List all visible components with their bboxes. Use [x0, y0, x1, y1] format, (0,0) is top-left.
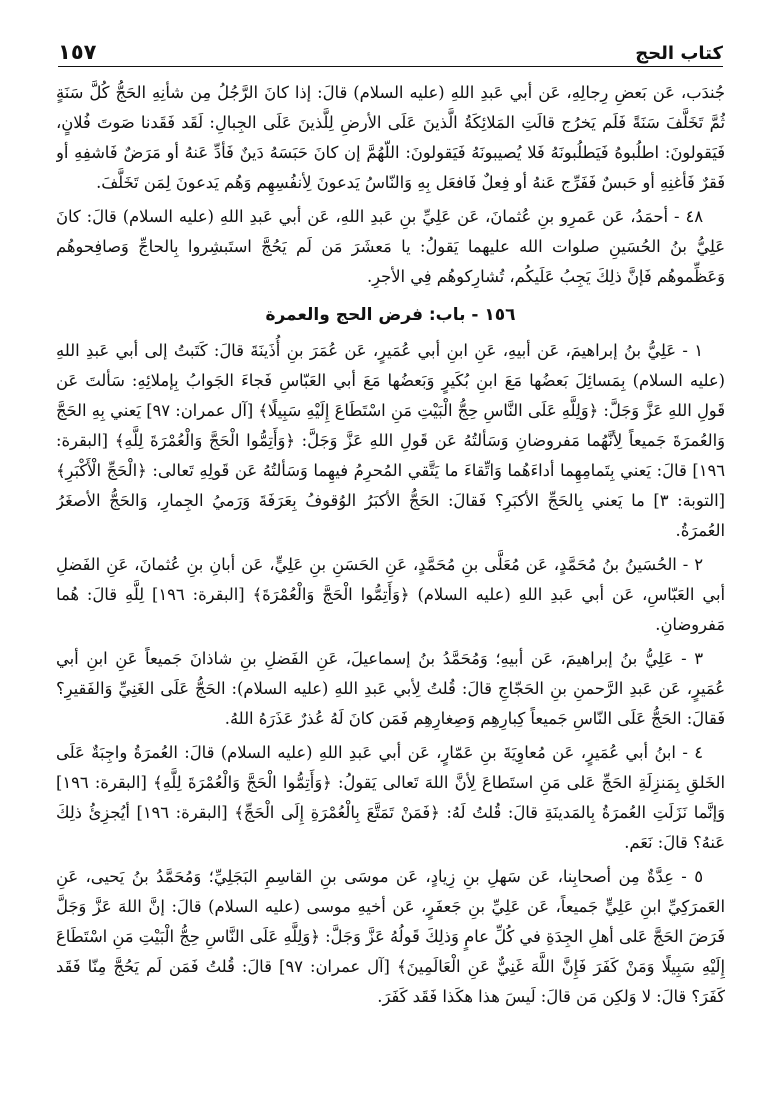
- hadith-4: ٤ - ابنُ أبي عُمَيرٍ، عَن مُعاوِيَةَ بنِ عَمّارٍ، عَن أبي عَبدِ اللهِ (عليه السلام) قالَ: العُمرَةُ واجِبَةٌ عَلَى الخَلقِ بِمَنزِلَةِ الحَجِّ عَلى مَنِ استَطاعَ لِأنَّ اللهَ تَعالى يَقولُ: ﴿وَأَتِمُّوا الْحَجَّ وَالْعُمْرَةَ لِلَّهِ﴾ [البقرة: ١٩٦] وَإنَّما نَزَلَتِ العُمرَةُ بِالمَدينَةِ قالَ: قُلتُ لَهُ: ﴿فَمَنْ تَمَتَّعَ بِالْعُمْرَةِ إِلَى الْحَجِّ﴾ [البقرة: ١٩٦] أيُجزِئُ ذلِكَ عَنهُ؟ قالَ: نَعَم.: [56, 743, 725, 852]
- paragraph-continuation: جُندَب، عَن بَعضِ رِجالِهِ، عَن أبي عَبدِ اللهِ (عليه السلام) قالَ: إذا كانَ الرَّجُلُ مِن شأنِهِ الحَجُّ كُلَّ سَنَةٍ ثُمَّ تَخَلَّفَ سَنَةً فَلَم يَخرُج قالَتِ المَلائِكَةُ الَّذينَ عَلَى الأرضِ لِلَّذينَ عَلَى الجِبالِ: لَقَد فَقَدنا صَوتَ فُلانٍ، فَيَقولونَ: اطلُبوهُ فَيَطلُبونَهُ فَلا يُصيبونَهُ فَيَقولونَ: اللّهُمَّ إن كانَ حَبَسَهُ دَينٌ فَأدِّ عَنهُ أو مَرَضٌ فَاشفِهِ أو فَقرٌ فَأغنِهِ أو حَبسٌ فَفَرِّج عَنهُ أو فِعلٌ فَافعَل بِهِ وَالنّاسُ يَدعونَ لِأنفُسِهِم وَهُم يَدعونَ لِمَن تَخَلَّفَ.: [56, 83, 725, 192]
- hadith-1: ١ - عَلِيُّ بنُ إبراهيمَ، عَن أبيهِ، عَنِ ابنِ أبي عُمَيرٍ، عَن عُمَرَ بنِ أُذَينَةَ قالَ: كَتَبتُ إلى أبي عَبدِ اللهِ (عليه السلام) بِمَسائِلَ بَعضُها مَعَ ابنِ بُكَيرٍ وَبَعضُها مَعَ أبي العَبّاسِ فَجاءَ الجَوابُ بِإملائِهِ: سَألتَ عَن قَولِ اللهِ عَزَّ وَجَلَّ: ﴿وَلِلَّهِ عَلَى النَّاسِ حِجُّ الْبَيْتِ مَنِ اسْتَطَاعَ إِلَيْهِ سَبِيلًا﴾ [آل عمران: ٩٧] يَعني بِهِ الحَجَّ وَالعُمرَةَ جَميعاً لِأنَّهُما مَفروضانِ وَسَألتُهُ عَن قَولِ اللهِ عَزَّ وَجَلَّ: ﴿وَأَتِمُّوا الْحَجَّ وَالْعُمْرَةَ لِلَّهِ﴾ [البقرة: ١٩٦] قالَ: يَعني بِتَمامِهِما أداءَهُما وَاتِّقاءَ ما يَتَّقي المُحرِمُ فيهِما وَسَألتُهُ عَن قَولِهِ تَعالى: ﴿الْحَجِّ الْأَكْبَرِ﴾ [التوبة: ٣] ما يَعني بِالحَجِّ الأكبَرِ؟ فَقالَ: الحَجُّ الأكبَرُ الوُقوفُ بِعَرَفَةَ وَرَميُ الجِمارِ، وَالحَجُّ الأصغَرُ العُمرَةُ.: [56, 341, 725, 540]
- hadith-5: ٥ - عِدَّةٌ مِن أصحابِنا، عَن سَهلِ بنِ زِيادٍ، عَن موسَى بنِ القاسِمِ البَجَلِيِّ؛ وَمُحَمَّدُ بنُ يَحيى، عَنِ العَمرَكِيِّ ابنِ عَلِيٍّ جَميعاً، عَن عَلِيِّ بنِ جَعفَرٍ، عَن أخيهِ موسى (عليه السلام) قالَ: إنَّ اللهَ عَزَّ وَجَلَّ فَرَضَ الحَجَّ عَلى أهلِ الجِدَةِ في كُلِّ عامٍ وَذلِكَ قَولُهُ عَزَّ وَجَلَّ: ﴿وَلِلَّهِ عَلَى النَّاسِ حِجُّ الْبَيْتِ مَنِ اسْتَطَاعَ إِلَيْهِ سَبِيلًا وَمَنْ كَفَرَ فَإِنَّ اللَّهَ غَنِيٌّ عَنِ الْعَالَمِينَ﴾ [آل عمران: ٩٧] قالَ: قُلتُ فَمَن لَم يَحُجَّ مِنّا فَقَد كَفَرَ؟ قالَ: لا وَلكِن مَن قالَ: لَيسَ هذا هكَذا فَقَد كَفَرَ.: [56, 867, 725, 1006]
- hadith-48: ٤٨ - أحمَدُ، عَن عَمرِو بنِ عُثمانَ، عَن عَلِيِّ بنِ عَبدِ اللهِ، عَن أبي عَبدِ اللهِ (عليه السلام) قالَ: كانَ عَلِيُّ بنُ الحُسَينِ صلوات الله عليهما يَقولُ: يا مَعشَرَ مَن لَم يَحُجَّ استَبشِروا بِالحاجِّ وَصافِحوهُم وَعَظِّموهُم فَإنَّ ذلِكَ يَجِبُ عَلَيكُم، تُشارِكوهُم فِي الأجرِ.: [56, 207, 725, 286]
- running-title: كتاب الحج: [635, 43, 723, 64]
- page-body: [56, 78, 725, 1095]
- page-number: ١٥٧: [58, 40, 97, 64]
- hadith-2: ٢ - الحُسَينُ بنُ مُحَمَّدٍ، عَن مُعَلَّى بنِ مُحَمَّدٍ، عَنِ الحَسَنِ بنِ عَلِيٍّ، عَن أبانِ بنِ عُثمانَ، عَنِ الفَضلِ أبي العَبّاسِ، عَن أبي عَبدِ اللهِ (عليه السلام) ﴿وَأَتِمُّوا الْحَجَّ وَالْعُمْرَةَ﴾ [البقرة: ١٩٦] لِلَّهِ قالَ: هُما مَفروضانِ.: [56, 555, 725, 634]
- hadith-3: ٣ - عَلِيُّ بنُ إبراهيمَ، عَن أبيهِ؛ وَمُحَمَّدُ بنُ إسماعيلَ، عَنِ الفَضلِ بنِ شاذانَ جَميعاً عَنِ ابنِ أبي عُمَيرٍ، عَن عَبدِ الرَّحمنِ بنِ الحَجّاجِ قالَ: قُلتُ لِأبي عَبدِ اللهِ (عليه السلام): الحَجُّ عَلَى الغَنِيِّ وَالفَقيرِ؟ فَقالَ: الحَجُّ عَلَى النّاسِ جَميعاً كِبارِهِم وَصِغارِهِم فَمَن كانَ لَهُ عُذرٌ عَذَرَهُ اللهُ.: [56, 649, 725, 728]
- chapter-heading: ١٥٦ - باب: فرض الحج والعمرة: [265, 305, 516, 325]
- header-rule: [58, 66, 723, 67]
- page-header: [58, 30, 723, 64]
